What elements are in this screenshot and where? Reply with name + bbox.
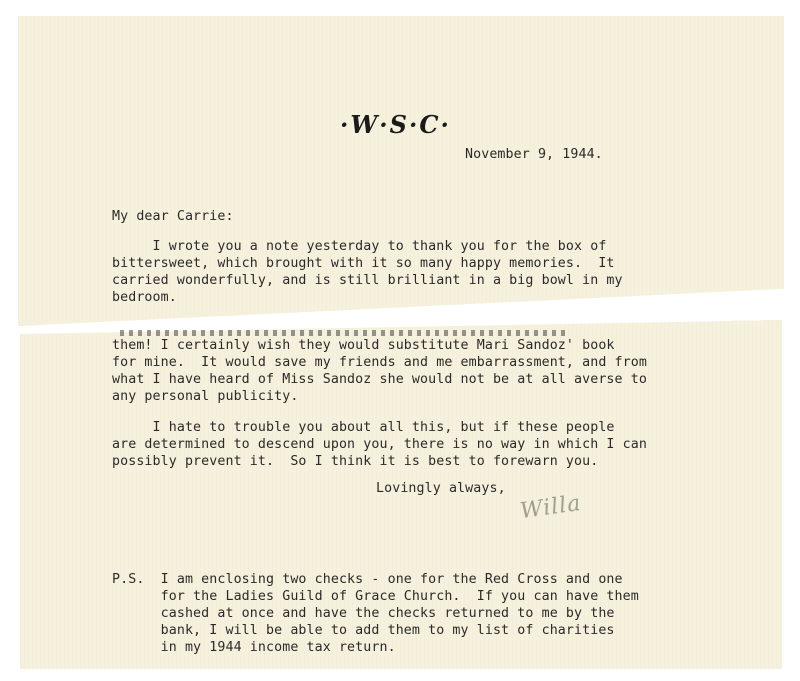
top-paragraph-line: bedroom. <box>112 290 177 305</box>
salutation: My dear Carrie: <box>112 209 234 224</box>
bottom-paragraph-line: what I have heard of Miss Sandoz she would not be at all averse to <box>112 372 647 387</box>
postscript-line: bank, I will be able to add them to my list of charities <box>112 623 615 638</box>
top-paragraph-line: bittersweet, which brought with it so many happy memories. It <box>112 256 615 271</box>
bottom-paragraph-line: them! I certainly wish they would substitute Mari Sandoz' book <box>112 338 615 353</box>
handwritten-signature: Willa <box>518 490 583 525</box>
closing: Lovingly always, <box>376 481 506 496</box>
bottom-paragraph-line: possibly prevent it. So I think it is best to forewarn you. <box>112 454 599 469</box>
letter-date: November 9, 1944. <box>465 147 603 162</box>
postscript-line: P.S. I am enclosing two checks - one for the Red Cross and one <box>112 572 623 587</box>
postscript-line: for the Ladies Guild of Grace Church. If you can have them <box>112 589 639 604</box>
letterhead-monogram: ·W·S·C· <box>340 110 451 139</box>
bottom-paragraph-line: any personal publicity. <box>112 389 299 404</box>
bottom-paragraph-line: for mine. It would save my friends and me embarrassment, and from <box>112 355 647 370</box>
clipped-text-fragment <box>120 330 570 336</box>
postscript-line: in my 1944 income tax return. <box>112 640 396 655</box>
bottom-paragraph-line: are determined to descend upon you, there is no way in which I can <box>112 437 647 452</box>
top-paragraph-line: carried wonderfully, and is still brilliant in a big bowl in my <box>112 273 623 288</box>
top-paragraph-line: I wrote you a note yesterday to thank you for the box of <box>112 239 607 254</box>
bottom-paragraph-line: I hate to trouble you about all this, but if these people <box>112 420 615 435</box>
postscript-line: cashed at once and have the checks returned to me by the <box>112 606 615 621</box>
